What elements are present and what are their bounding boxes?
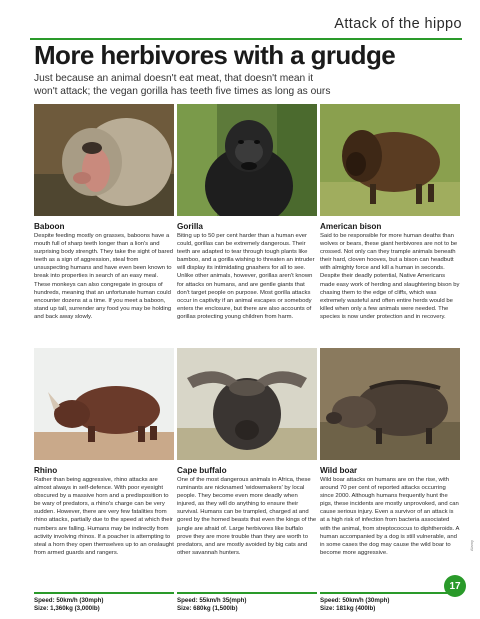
animal-speed: Speed: 55km/h 35(mph) bbox=[177, 596, 247, 604]
animal-card-baboon bbox=[34, 104, 174, 369]
animal-name: Baboon bbox=[34, 222, 65, 231]
animal-name: Gorilla bbox=[177, 222, 203, 231]
headline: More herbivores with a grudge bbox=[34, 40, 396, 70]
page-number: 17 bbox=[444, 575, 466, 597]
animal-description: Said to be responsible for more human deaths than wolves or bears, these giant herbivores are not to be crossed. Not only can they trample animals beneath their hard, cloven hooves, but a bison can headbutt with almighty force and kill a human in seconds. Despite their deadly potential, Native Americans made easy work of herding and slaughtering bison by chasing them to the edge of cliffs, which was extremely wasteful and often entire herds would be killed when only a few animals were needed. The species is now under protection and in recovery. bbox=[320, 233, 460, 320]
bison-photo bbox=[320, 104, 460, 216]
animal-card-wild-boar bbox=[320, 348, 460, 613]
cape-buffalo-photo bbox=[177, 348, 317, 460]
animal-card-american-bison bbox=[320, 104, 460, 369]
animal-description: Despite feeding mostly on grasses, baboons have a mouth full of sharp teeth longer than a lion's and surprising body strength. They take the sight of bared teeth as a sign of aggression, steal from unsuspecting humans and have even been known to break into properties in search of an easy meal. These monkeys can also congregate in groups of hundreds, meaning that an unfortunate human could encounter dozens at a time. If you meet a baboon, stand up tall, surrender any food you may be holding and back away slowly. bbox=[34, 233, 174, 320]
animal-name: Cape buffalo bbox=[177, 466, 227, 475]
baboon-photo bbox=[34, 104, 174, 216]
animal-name: American bison bbox=[320, 222, 382, 231]
animal-size: Size: 181kg (400lb) bbox=[320, 604, 376, 612]
rhino-photo bbox=[34, 348, 174, 460]
animal-description: One of the most dangerous animals in Africa, these ruminants are nicknamed 'widowmakers' by local people. They become even more deadly when injured, as they will do anything to ensure their survival. Humans can be trampled, charged at and gored by the horned beasts that even the kings of the jungle are afraid of. Large herbivores like buffalo prove they are more trouble than they are worth to predators, and are mostly avoided by big cats and other savannah hunters. bbox=[177, 477, 317, 556]
animal-speed: Speed: 50km/h (30mph) bbox=[320, 596, 390, 604]
animal-size: Size: 1,360kg (3,000lb) bbox=[34, 604, 100, 612]
animal-description: Wild boar attacks on humans are on the rise, with around 70 per cent of reported attacks occurring since 2000. Although humans frequently hunt the pigs, these incidents are mostly unprovoked, and can cause serious injury. Even a survivor of an attack is at a high risk of infection from bacteria associated with the animal, from streptococcus to diphtheroids. A human accompanied by a dog is still vulnerable, and in some cases the dog may cause the wild boar to become more aggressive. bbox=[320, 477, 460, 556]
animal-description: Rather than being aggressive, rhino attacks are almost always in self-defence. With poor eyesight obscured by a massive horn and a predisposition to be wary of predators, a rhino's charge can be very sudden. However, there are very few fatalities from rhino attacks, partially due to the speed at which their numbers are falling. Humans may be indirectly from activity involving rhinos. If a poacher is attempting to steal a horn they open themselves up to an onslaught from armed guards and rangers. bbox=[34, 477, 174, 556]
animal-description: Biting up to 50 per cent harder than a human ever could, gorillas can be extremely dangerous. Their teeth are adapted to tear through tough plants like bamboo, and a gorilla wishing to threaten an intruder will display its intimidating gnashers for all to see. Unlike other animals, however, gorillas aren't known for attacks on humans, and are gentle giants that don't target people on purpose. Most gorilla attacks occur in captivity if an animal escapes or somebody enters the enclosure, but there are also accounts of gorillas protecting young children from harm. bbox=[177, 233, 315, 320]
animal-name: Rhino bbox=[34, 466, 58, 475]
standfirst: Just because an animal doesn't eat meat, that doesn't mean it won't attack; the vegan gorilla has teeth five times as long as ours bbox=[34, 73, 331, 97]
animal-card-cape-buffalo bbox=[177, 348, 317, 613]
wild-boar-photo bbox=[320, 348, 460, 460]
animal-size: Size: 680kg (1,500lb) bbox=[177, 604, 238, 612]
animal-speed: Speed: 50km/h (30mph) bbox=[34, 596, 104, 604]
animal-card-gorilla bbox=[177, 104, 317, 369]
animal-card-rhino bbox=[34, 348, 174, 613]
animal-name: Wild boar bbox=[320, 466, 358, 475]
section-title: Attack of the hippo bbox=[334, 16, 462, 32]
photo-credit: Alamy bbox=[469, 540, 474, 552]
gorilla-photo bbox=[177, 104, 317, 216]
